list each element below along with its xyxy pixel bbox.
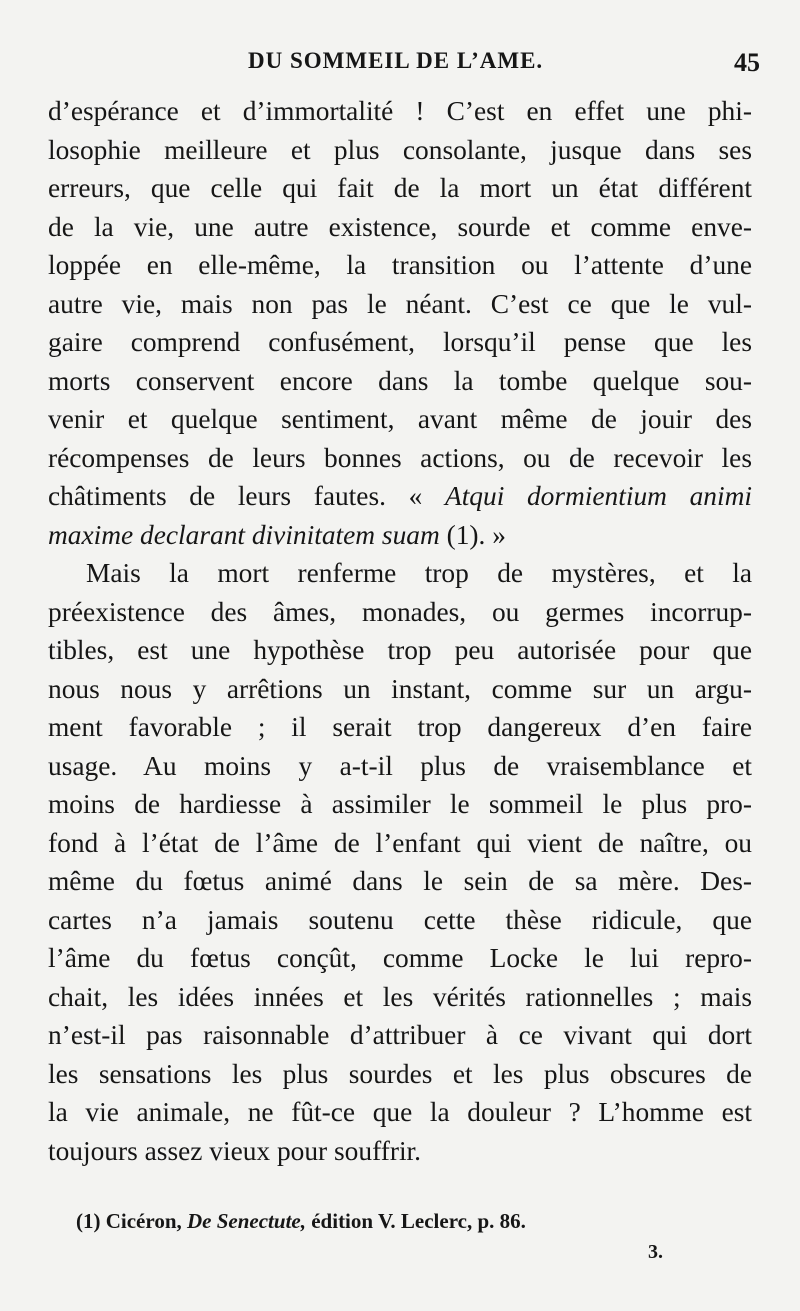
text-line: les sensations les plus sourdes et les plus obscures de [48, 1058, 752, 1089]
text-line: loppée en elle-même, la transition ou l’attente d’une [48, 250, 752, 280]
text-line: tibles, est une hypothèse trop peu autorisée pour que [48, 635, 752, 665]
text-line: l’âme du fœtus conçût, comme Locke le lui repro- [48, 943, 752, 973]
text-line: venir et quelque sentiment, avant même de jouir des [48, 404, 752, 434]
text-line: cartes n’a jamais soutenu cette thèse ridicule, que [48, 904, 752, 935]
text-line: losophie meilleure et plus consolante, jusque dans ses [48, 134, 752, 165]
text-line: même du fœtus animé dans le sein de sa mère. Des- [48, 866, 752, 896]
text-line: ment favorable ; il serait trop dangereux d’en faire [48, 712, 752, 742]
signature-mark: 3. [648, 1241, 663, 1263]
text-line: toujours assez vieux pour souffrir. [48, 1135, 422, 1166]
text-line: nous nous y arrêtions un instant, comme sur un argu- [48, 673, 752, 704]
latin-quote: Atqui dormientium animi [444, 481, 752, 511]
footnote-edition: édition V. Leclerc, p. 86. [305, 1209, 526, 1233]
running-head [48, 48, 760, 78]
latin-quote: maxime declarant divinitatem suam [48, 519, 440, 550]
text-line: gaire comprend confusément, lorsqu’il pense que les [48, 327, 752, 357]
body-text [48, 92, 752, 1170]
text-segment: châtiments de leurs fautes. « [48, 481, 445, 511]
text-line: moins de hardiesse à assimiler le sommeil le plus pro- [48, 789, 752, 819]
text-line: d’espérance et d’immortalité ! C’est en effet une phi- [48, 96, 752, 126]
text-line: chait, les idées innées et les vérités rationnelles ; mais [48, 981, 752, 1012]
text-line: récompenses de leurs bonnes actions, ou de recevoir les [48, 442, 752, 473]
text-line: fond à l’état de l’âme de l’enfant qui vient de naître, ou [48, 827, 752, 858]
text-line [48, 516, 752, 555]
text-line: morts conservent encore dans la tombe quelque sou- [48, 365, 752, 396]
text-line: erreurs, que celle qui fait de la mort un état différent [48, 173, 752, 203]
text-line: la vie animale, ne fût-ce que la douleur ? L’homme est [48, 1097, 752, 1127]
text-line: de la vie, une autre existence, sourde et comme enve- [48, 211, 752, 242]
text-line: usage. Au moins y a-t-il plus de vraisemblance et [48, 750, 752, 781]
text-line: n’est-il pas raisonnable d’attribuer à ce vivant qui dort [48, 1020, 752, 1050]
footnote [76, 1209, 756, 1234]
text-line: préexistence des âmes, monades, ou germes incorrup- [48, 596, 752, 627]
text-line: Mais la mort renferme trop de mystères, et la [86, 558, 752, 588]
running-title: DU SOMMEIL DE L’AME. [248, 48, 544, 73]
text-line: autre vie, mais non pas le néant. C’est ce que le vul- [48, 288, 752, 319]
text-segment: (1). » [439, 519, 506, 550]
page-number: 45 [734, 48, 760, 77]
text-line [48, 477, 752, 516]
footnote-work-title: De Senectute, [187, 1209, 306, 1233]
footnote-marker: (1) Cicéron, [76, 1209, 187, 1233]
